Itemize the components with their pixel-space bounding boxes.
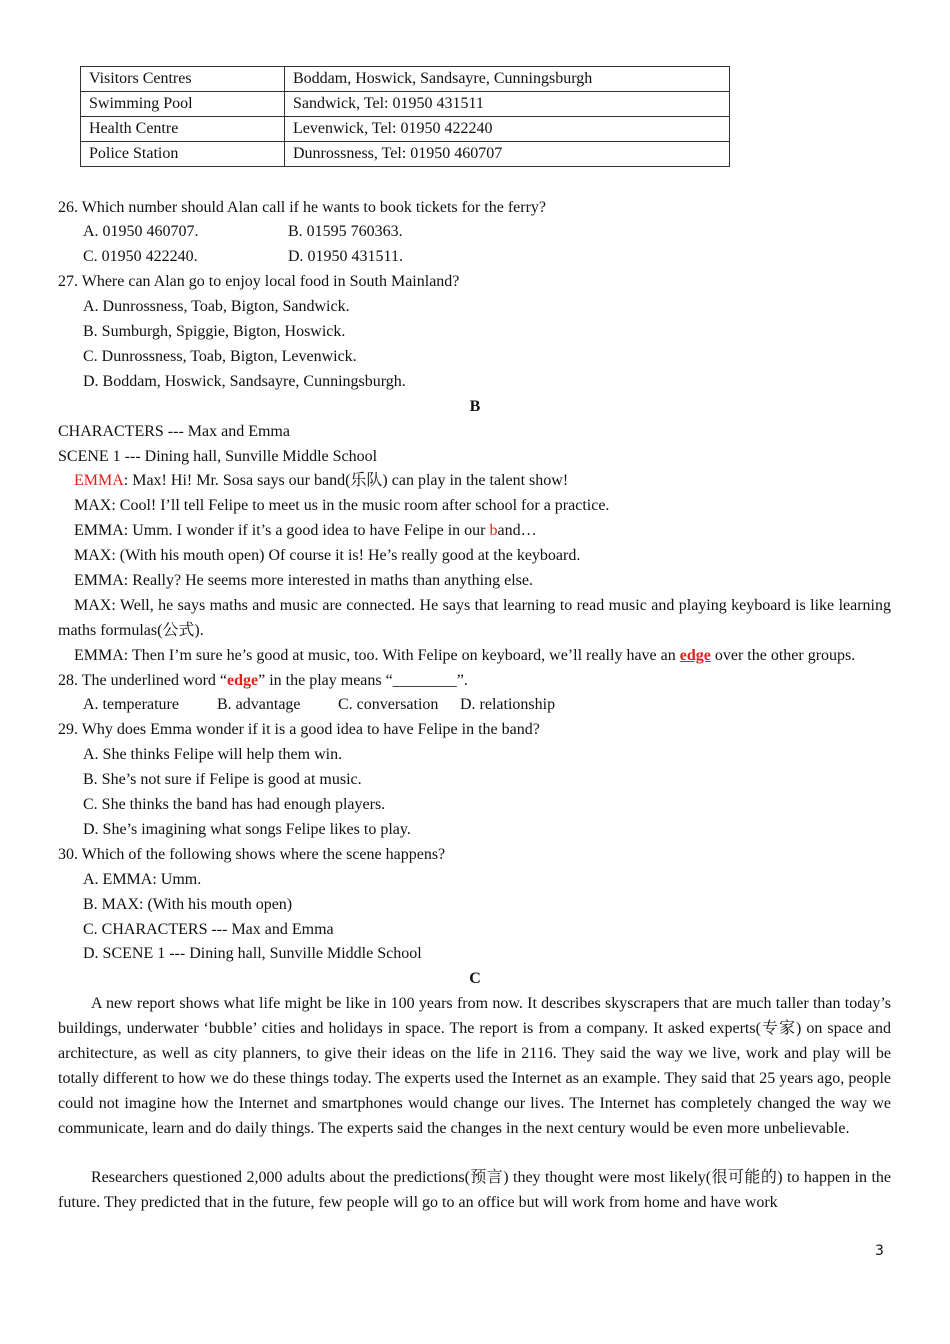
q28-option-d: D. relationship: [460, 696, 556, 713]
table-cell-detail: Levenwick, Tel: 01950 422240: [285, 117, 730, 142]
q28-stem-text: 28. The underlined word “: [58, 672, 227, 689]
q30-option-d: D. SCENE 1 --- Dining hall, Sunville Middle School: [83, 945, 422, 962]
scene-line: SCENE 1 --- Dining hall, Sunville Middle School: [58, 448, 378, 465]
table-cell-place: Visitors Centres: [81, 67, 285, 92]
table-row: [81, 67, 730, 92]
q28-option-c: C. conversation: [338, 696, 439, 713]
dialogue-text: and…: [497, 522, 537, 539]
q27-stem: 27. Where can Alan go to enjoy local food in South Mainland?: [58, 273, 460, 290]
dialogue-text: : Max! Hi! Mr. Sosa says our band(乐队) can play in the talent show!: [123, 472, 569, 489]
q26-stem: 26. Which number should Alan call if he wants to book tickets for the ferry?: [58, 199, 547, 216]
section-c-heading: C: [469, 970, 481, 987]
dialogue-text: EMMA: Then I’m sure he’s good at music, too. With Felipe on keyboard, we’ll really have an: [74, 647, 680, 664]
dialogue-line-7: [74, 646, 855, 666]
section-b-heading: B: [469, 398, 481, 415]
q26-option-a: A. 01950 460707.: [83, 223, 199, 240]
characters-line: CHARACTERS --- Max and Emma: [58, 423, 290, 440]
dialogue-line-4: MAX: (With his mouth open) Of course it is! He’s really good at the keyboard.: [74, 547, 581, 564]
table-cell-detail: Dunrossness, Tel: 01950 460707: [285, 142, 730, 167]
q28-stem: [58, 671, 468, 691]
q29-stem: 29. Why does Emma wonder if it is a good idea to have Felipe in the band?: [58, 721, 540, 738]
dialogue-text: over the other groups.: [710, 647, 856, 664]
q29-option-d: D. She’s imagining what songs Felipe likes to play.: [83, 821, 411, 838]
dialogue-text: EMMA: Umm. I wonder if it’s a good idea to have Felipe in our: [74, 522, 490, 539]
q26-option-c: C. 01950 422240.: [83, 248, 198, 265]
q29-option-b: B. She’s not sure if Felipe is good at music.: [83, 771, 362, 788]
q30-option-a: A. EMMA: Umm.: [83, 871, 202, 888]
q28-option-b: B. advantage: [217, 696, 301, 713]
q29-option-a: A. She thinks Felipe will help them win.: [83, 746, 343, 763]
table-row: [81, 117, 730, 142]
q27-option-b: B. Sumburgh, Spiggie, Bigton, Hoswick.: [83, 323, 346, 340]
dialogue-line-1: [74, 471, 568, 491]
facility-table: [80, 66, 730, 167]
table-row: [81, 92, 730, 117]
q26-option-b: B. 01595 760363.: [288, 223, 403, 240]
q28-option-a: A. temperature: [83, 696, 179, 713]
q27-option-c: C. Dunrossness, Toab, Bigton, Levenwick.: [83, 348, 357, 365]
q29-option-c: C. She thinks the band has had enough players.: [83, 796, 386, 813]
underlined-word-edge: edge: [679, 647, 711, 664]
passage-paragraph-1: A new report shows what life might be like in 100 years from now. It describes skyscrapers that are much taller than today’s buildings, underwater ‘bubble’ cities and holidays in space. The report is from a company. It asked experts(专家) on space and architecture, as well as city planners, to give their ideas on the life in 2116. They said the way we live, work and play will be totally different to how we do these things today. The experts used the Internet as an example. They said that 25 years ago, people could not imagine how the Internet and smartphones would change our lives. The Internet has completely changed the way we communicate, learn and do daily things. The experts said the changes in the next century would be even more unbelievable.: [58, 995, 891, 1137]
table-cell-place: Police Station: [81, 142, 285, 167]
dialogue-line-6: MAX: Well, he says maths and music are connected. He says that learning to read music and playing keyboard is like learning maths formulas(公式).: [58, 597, 891, 639]
q26-option-d: D. 01950 431511.: [288, 248, 403, 265]
table-cell-detail: Sandwick, Tel: 01950 431511: [285, 92, 730, 117]
q27-option-d: D. Boddam, Hoswick, Sandsayre, Cunningsburgh.: [83, 373, 406, 390]
table-row: [81, 142, 730, 167]
table-cell-place: Health Centre: [81, 117, 285, 142]
speaker-emma: EMMA: [74, 472, 124, 489]
highlight-letter: b: [489, 522, 498, 539]
q30-option-b: B. MAX: (With his mouth open): [83, 896, 293, 913]
passage-paragraph-2: Researchers questioned 2,000 adults about the predictions(预言) they thought were most likely(很可能的) to happen in the future. They predicted that in the future, few people will go to an office but will work from home and have work: [58, 1169, 891, 1211]
table-cell-place: Swimming Pool: [81, 92, 285, 117]
table-cell-detail: Boddam, Hoswick, Sandsayre, Cunningsburgh: [285, 67, 730, 92]
dialogue-line-2: MAX: Cool! I’ll tell Felipe to meet us in the music room after school for a practice.: [74, 497, 610, 514]
q30-stem: 30. Which of the following shows where the scene happens?: [58, 846, 446, 863]
q30-option-c: C. CHARACTERS --- Max and Emma: [83, 921, 334, 938]
q28-stem-text: ” in the play means “________”.: [258, 672, 468, 689]
dialogue-line-3: [74, 521, 537, 541]
dialogue-line-5: EMMA: Really? He seems more interested in maths than anything else.: [74, 572, 533, 589]
q27-option-a: A. Dunrossness, Toab, Bigton, Sandwick.: [83, 298, 350, 315]
q28-keyword: edge: [227, 672, 259, 689]
page-number: 3: [875, 1243, 884, 1259]
